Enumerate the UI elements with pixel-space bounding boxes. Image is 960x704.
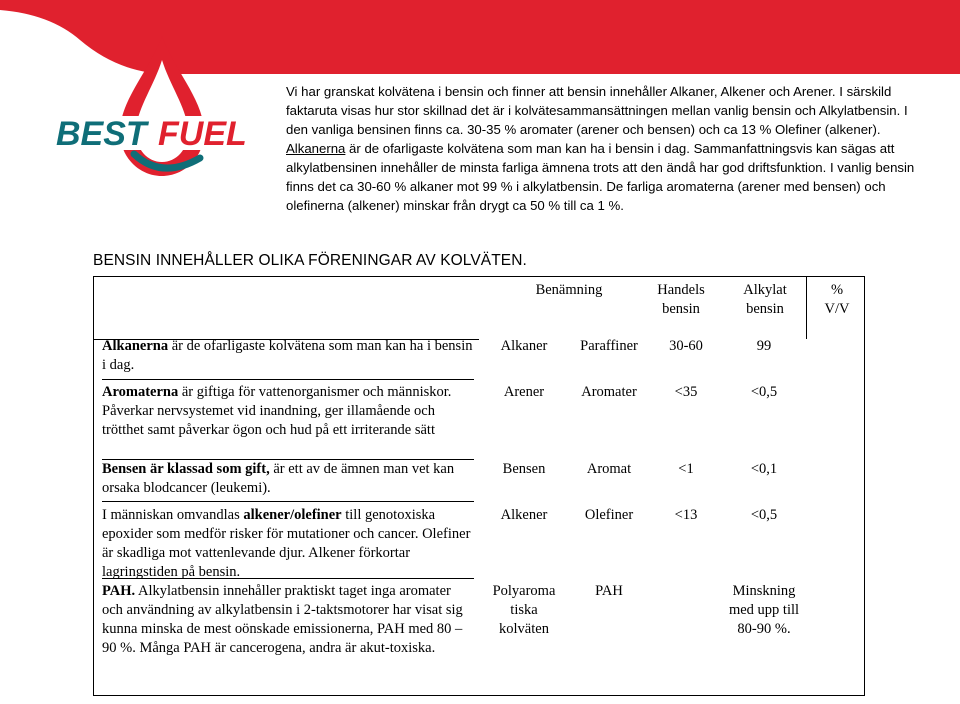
header-alkylat-line1: Alkylat (743, 282, 787, 298)
pah-alkylat-line1: Minskning (732, 583, 796, 599)
section-heading: BENSIN INNEHÅLLER OLIKA FÖRENINGAR AV KOLVÄTEN. (93, 252, 527, 269)
cell-alt: Olefiner (584, 507, 634, 523)
desc-alkener-text: till genotoxiska epoxider som medför risker för mutationer och cancer. Olefiner är skadliga mot vattenlevande djur. Alkener förkortar lagringstiden på bensin. (102, 507, 471, 580)
pah-name-line3: kolväten (499, 621, 549, 637)
cell-alkylat: <0,5 (750, 384, 778, 400)
cell-name: Alkaner (500, 338, 548, 354)
desc-aromaterna (102, 383, 474, 440)
desc-aromaterna-bold: Aromaterna (102, 384, 179, 400)
header-vv (812, 281, 862, 319)
pah-alkylat-line2: med upp till (728, 602, 800, 618)
cell-name: Alkener (500, 507, 548, 523)
cell-name: Bensen (502, 461, 546, 477)
cell-name (482, 582, 566, 639)
desc-alkanerna-text: är de ofarligaste kolvätena som man kan ha i bensin i dag. (102, 338, 473, 373)
desc-bensen (102, 460, 474, 498)
cell-handels: 30-60 (669, 338, 703, 354)
row-separator (102, 578, 474, 579)
cell-alt: Aromat (586, 461, 632, 477)
cell-alkylat: <0,1 (750, 461, 778, 477)
cell-alt: Aromater (581, 384, 637, 400)
header-divider (806, 277, 807, 339)
pah-name-line1: Polyaroma (492, 583, 556, 599)
cell-alkylat: <0,5 (750, 507, 778, 523)
intro-text-1: Vi har granskat kolvätena i bensin och finner att bensin innehåller Alkaner, Alkener och Arener. I särskild faktaruta visas hur stor skillnad det är i kolvätesammansättningen mellan vanlig bensin och Alkylatbensin. I den vanliga bensinen finns ca. 30-35 % aromater (arener och bensen) och ca 13 % Olefiner (alkener). (286, 84, 908, 137)
desc-alkener (102, 506, 474, 582)
row-separator (102, 379, 474, 380)
intro-text-2: är de ofarligaste kolvätena som man kan ha i bensin i dag. Sammanfattningsvis kan sägas att alkylatbensinen innehåller de minsta farliga ämnena trots att den ändå har god driftsfunktion. I vanlig bensin finns det ca 30-60 % alkaner mot 99 % i alkylatbensin. De farliga aromaterna (arener med bensen) och olefinerna (alkener) minskar från drygt ca 50 % till ca 1 %. (286, 141, 915, 213)
cell-alkylat: 99 (756, 338, 772, 354)
alkanerna-link[interactable]: Alkanerna (286, 141, 346, 156)
cell-alt: PAH (595, 583, 623, 599)
header-vv-line2: V/V (824, 301, 850, 317)
desc-bensen-bold: Bensen är klassad som gift, (102, 461, 270, 477)
desc-aromaterna-text: är giftiga för vattenorganismer och människor. Påverkar nervsystemet vid inandning, ger illamående och trötthet samt påverkar ögon och hud på ett irriterande sätt (102, 384, 452, 438)
desc-alkener-bold: alkener/olefiner (243, 507, 342, 523)
header-handels-line1: Handels (657, 282, 705, 298)
desc-pah (102, 582, 474, 658)
best-fuel-logo (50, 30, 270, 200)
cell-handels: <13 (674, 507, 698, 523)
header-handels (646, 281, 716, 319)
header-handels-line2: bensin (662, 301, 700, 317)
header-alkylat-line2: bensin (746, 301, 784, 317)
header-vv-line1: % (830, 282, 844, 298)
header-benamning: Benämning (535, 282, 603, 298)
cell-alkylat (714, 582, 814, 639)
desc-pah-bold: PAH. (102, 583, 136, 599)
desc-pah-text: Alkylatbensin innehåller praktiskt taget inga aromater och användning av alkylatbensin i 2-taktsmotorer har visat sig kunna minska de mest oönskade emissionerna, PAH med 80 –90 %. Många PAH är cancerogena, andra är akut-toxiska. (102, 583, 463, 656)
row-separator (102, 501, 474, 502)
desc-bensen-text: är ett av de ämnen man vet kan orsaka blodcancer (leukemi). (102, 461, 455, 496)
cell-alt: Paraffiner (580, 338, 638, 354)
cell-name: Arener (503, 384, 545, 400)
cell-handels: <1 (678, 461, 694, 477)
intro-paragraph (286, 82, 926, 215)
pah-name-line2: tiska (510, 602, 538, 618)
logo-text-fuel: FUEL (158, 115, 247, 153)
pah-alkylat-line3: 80-90 %. (737, 621, 791, 637)
cell-handels: <35 (674, 384, 698, 400)
logo-text-best: BEST (56, 115, 147, 153)
desc-alkanerna (102, 337, 474, 375)
desc-alkener-pre: I människan omvandlas (102, 507, 244, 523)
compound-table (93, 276, 865, 696)
desc-alkanerna-bold: Alkanerna (102, 338, 169, 354)
header-alkylat (730, 281, 800, 319)
